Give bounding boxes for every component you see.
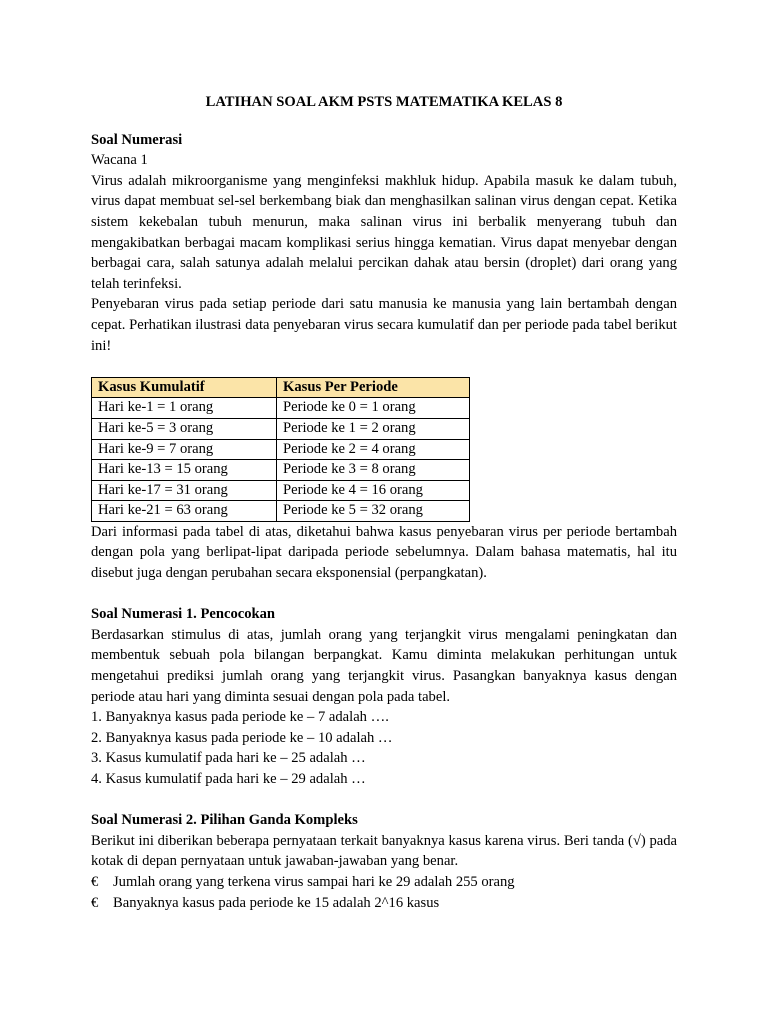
cell-cumulative: Hari ke-17 = 31 orang xyxy=(92,480,277,501)
checkbox-option[interactable] xyxy=(91,872,677,893)
section-heading: Soal Numerasi xyxy=(91,131,183,148)
cell-per-period: Periode ke 2 = 4 orang xyxy=(277,439,470,460)
option-label: Jumlah orang yang terkena virus sampai hari ke 29 adalah 255 orang xyxy=(113,873,515,890)
header-per-period: Kasus Per Periode xyxy=(277,377,470,398)
soal-2-heading: Soal Numerasi 2. Pilihan Ganda Kompleks xyxy=(91,812,358,829)
list-item: 3. Kasus kumulatif pada hari ke – 25 adalah … xyxy=(91,750,366,767)
cell-cumulative: Hari ke-9 = 7 orang xyxy=(92,439,277,460)
wacana-label: Wacana 1 xyxy=(91,152,148,169)
table-row xyxy=(92,460,470,481)
cell-per-period: Periode ke 1 = 2 orang xyxy=(277,418,470,439)
document-page xyxy=(91,92,677,913)
table-row xyxy=(92,501,470,522)
list-item: 4. Kasus kumulatif pada hari ke – 29 adalah … xyxy=(91,771,366,787)
list-item: 2. Banyaknya kasus pada periode ke – 10 adalah … xyxy=(91,729,393,746)
document-title: LATIHAN SOAL AKM PSTS MATEMATIKA KELAS 8 xyxy=(205,94,563,110)
virus-spread-table xyxy=(91,377,470,522)
soal-1-heading: Soal Numerasi 1. Pencocokan xyxy=(91,606,276,623)
cell-per-period: Periode ke 3 = 8 orang xyxy=(277,460,470,481)
table-row xyxy=(92,439,470,460)
checkbox-icon[interactable]: € xyxy=(91,894,99,911)
cell-per-period: Periode ke 4 = 16 orang xyxy=(277,480,470,501)
cell-per-period: Periode ke 0 = 1 orang xyxy=(277,398,470,419)
checkbox-option[interactable] xyxy=(91,893,677,914)
cell-cumulative: Hari ke-21 = 63 orang xyxy=(92,501,277,522)
spacer xyxy=(91,584,677,605)
table-header-row xyxy=(92,377,470,398)
option-label: Banyaknya kasus pada periode ke 15 adalah 2^16 kasus xyxy=(113,894,440,911)
list-item: 1. Banyaknya kasus pada periode ke – 7 adalah …. xyxy=(91,709,389,726)
cell-cumulative: Hari ke-1 = 1 orang xyxy=(92,398,277,419)
paragraph-spread: Penyebaran virus pada setiap periode dari satu manusia ke manusia yang lain bertambah dengan cepat. Perhatikan ilustrasi data penyebaran virus secara kumulatif dan per periode pada tabel berikut ini! xyxy=(91,296,677,354)
table-row xyxy=(92,398,470,419)
paragraph-exponential: Dari informasi pada tabel di atas, diketahui bahwa kasus penyebaran virus per periode bertambah dengan pola yang berlipat-lipat daripada periode sebelumnya. Dalam bahasa matematis, hal itu disebut juga dengan perubahan secara eksponensial (perpangkatan). xyxy=(91,523,677,582)
table-row xyxy=(92,480,470,501)
cell-per-period: Periode ke 5 = 32 orang xyxy=(277,501,470,522)
paragraph-virus-intro: Virus adalah mikroorganisme yang menginfeksi makhluk hidup. Apabila masuk ke dalam tubuh, virus dapat membuat sel-sel berkembang biak dan menghasilkan salinan virus dengan cepat. Ketika sistem kekebalan tubuh menurun, maka salinan virus ini berbalik menyerang tubuh dan mengakibatkan berbagai macam komplikasi serius hingga kematian. Virus dapat menyebar dengan berbagai cara, salah satunya adalah melalui percikan dahak atau bersin (droplet) dari orang yang telah terinfeksi. xyxy=(91,172,677,292)
cell-cumulative: Hari ke-5 = 3 orang xyxy=(92,418,277,439)
soal-1-text: Berdasarkan stimulus di atas, jumlah orang yang terjangkit virus mengalami peningkatan dan membentuk sebuah pola bilangan berpangkat. Kamu diminta melakukan perhitungan untuk mengetahui prediksi jumlah orang yang terjangkit virus. Pasangkan banyaknya kasus dengan periode atau hari yang diminta sesuai dengan pola pada tabel. xyxy=(91,626,677,705)
checkbox-icon[interactable]: € xyxy=(91,873,99,890)
header-cumulative: Kasus Kumulatif xyxy=(92,377,277,398)
spacer xyxy=(91,790,677,811)
table-row xyxy=(92,418,470,439)
spacer xyxy=(91,356,677,377)
soal-2-text: Berikut ini diberikan beberapa pernyataan terkait banyaknya kasus karena virus. Beri tanda (√) pada kotak di depan pernyataan untuk jawaban-jawaban yang benar. xyxy=(91,832,677,870)
cell-cumulative: Hari ke-13 = 15 orang xyxy=(92,460,277,481)
